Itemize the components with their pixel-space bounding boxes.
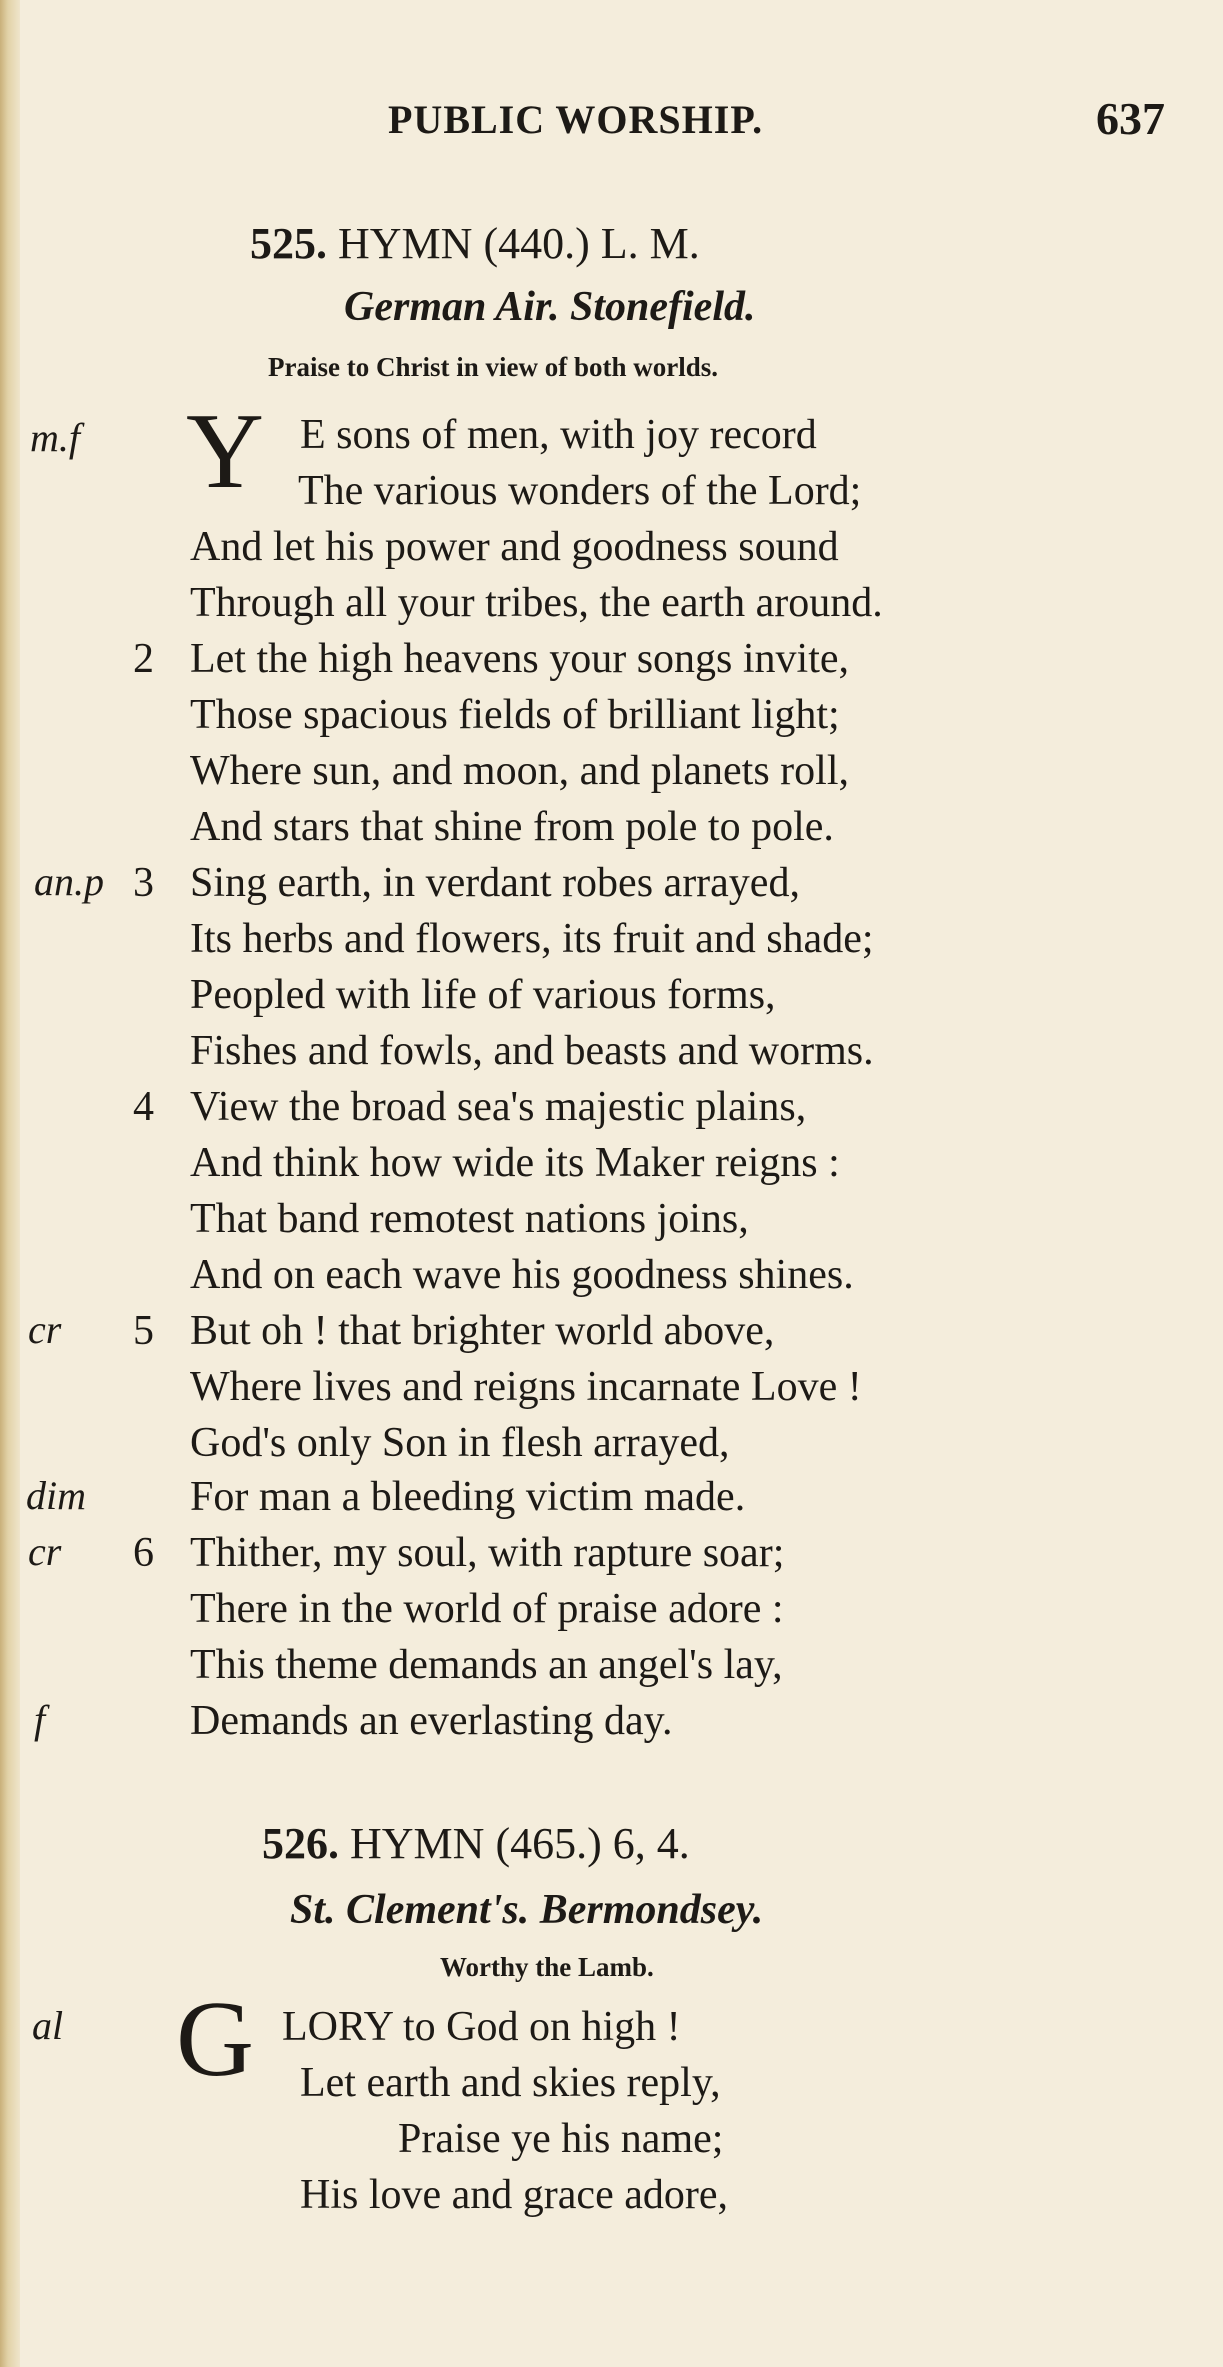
dynamic-mark: cr xyxy=(28,1529,62,1574)
verse-line: Praise ye his name; xyxy=(398,2116,724,2162)
hymn-525-heading xyxy=(250,218,700,269)
hymn-title: HYMN (440.) L. M. xyxy=(338,219,700,268)
verse-line: Demands an everlasting day. xyxy=(190,1698,673,1744)
hymn-title: HYMN (465.) 6, 4. xyxy=(350,1819,690,1868)
drop-cap: G xyxy=(176,1980,254,2099)
hymn-number: 526. xyxy=(262,1819,339,1868)
dynamic-mark: dim xyxy=(26,1473,86,1518)
hymn-525-tune: German Air. Stonefield. xyxy=(344,284,756,330)
verse-line: And stars that shine from pole to pole. xyxy=(190,804,834,850)
verse-line: This theme demands an angel's lay, xyxy=(190,1642,783,1688)
verse-line: Where lives and reigns incarnate Love ! xyxy=(190,1364,862,1410)
running-head: PUBLIC WORSHIP. xyxy=(388,97,764,142)
verse-line: And think how wide its Maker reigns : xyxy=(190,1140,840,1186)
drop-cap: Y xyxy=(186,392,264,511)
verse-line: Thither, my soul, with rapture soar; xyxy=(190,1530,785,1576)
verse-line: Where sun, and moon, and planets roll, xyxy=(190,748,849,794)
verse-line: His love and grace adore, xyxy=(300,2172,728,2218)
verse-line: The various wonders of the Lord; xyxy=(298,468,862,514)
verse-line: E sons of men, with joy record xyxy=(300,412,817,458)
page-number: 637 xyxy=(1096,93,1165,144)
verse-line: Through all your tribes, the earth around. xyxy=(190,580,883,626)
verse-line: Fishes and fowls, and beasts and worms. xyxy=(190,1028,874,1074)
hymn-526-heading xyxy=(262,1818,690,1869)
verse-line: For man a bleeding victim made. xyxy=(190,1474,746,1520)
verse-line: There in the world of praise adore : xyxy=(190,1586,784,1632)
verse-number: 4 xyxy=(133,1084,154,1130)
verse-line: Let the high heavens your songs invite, xyxy=(190,636,850,682)
verse-number: 5 xyxy=(133,1308,154,1354)
verse-number: 2 xyxy=(133,636,154,682)
hymn-526-subject: Worthy the Lamb. xyxy=(440,1952,654,1982)
verse-line: Let earth and skies reply, xyxy=(300,2060,721,2106)
hymn-525-subject: Praise to Christ in view of both worlds. xyxy=(268,352,718,382)
verse-line: LORY to God on high ! xyxy=(282,2004,681,2050)
verse-line: View the broad sea's majestic plains, xyxy=(190,1084,807,1130)
dynamic-mark: cr xyxy=(28,1307,62,1352)
verse-number: 3 xyxy=(133,860,154,906)
dynamic-mark: f xyxy=(34,1697,46,1742)
verse-line: Its herbs and flowers, its fruit and shade; xyxy=(190,916,874,962)
verse-number: 6 xyxy=(133,1530,154,1576)
dynamic-mark: m.f xyxy=(30,415,80,460)
verse-line: That band remotest nations joins, xyxy=(190,1196,749,1242)
dynamic-mark: an.p xyxy=(34,859,104,904)
hymn-number: 525. xyxy=(250,219,327,268)
verse-line: And let his power and goodness sound xyxy=(190,524,839,570)
verse-line: Sing earth, in verdant robes arrayed, xyxy=(190,860,800,906)
verse-line: God's only Son in flesh arrayed, xyxy=(190,1420,730,1466)
dynamic-mark: al xyxy=(32,2003,64,2048)
verse-line: Peopled with life of various forms, xyxy=(190,972,776,1018)
verse-line: Those spacious fields of brilliant light; xyxy=(190,692,840,738)
verse-line: And on each wave his goodness shines. xyxy=(190,1252,854,1298)
verse-line: But oh ! that brighter world above, xyxy=(190,1308,775,1354)
hymn-526-tune: St. Clement's. Bermondsey. xyxy=(290,1887,764,1933)
